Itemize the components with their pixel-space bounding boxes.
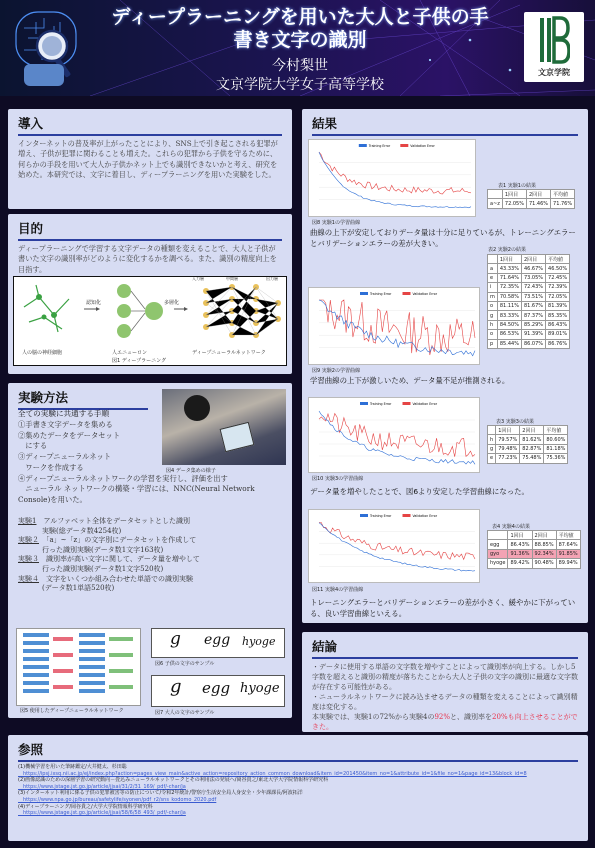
table-cell: 72.39%	[546, 283, 570, 292]
fig10-caption: 図10 実験3の学習曲線	[312, 476, 364, 482]
table-cell: h	[488, 320, 498, 329]
legend-label: Validation Error	[412, 292, 438, 296]
school-logo	[524, 12, 584, 82]
table-cell: 81.39%	[546, 301, 570, 310]
table-cell: h	[488, 435, 496, 444]
table-header-row	[488, 255, 570, 264]
table-cell: 90.48%	[532, 559, 556, 568]
table-cell: 72.35%	[497, 283, 521, 292]
poster-header	[0, 0, 595, 96]
table-cell: o	[488, 301, 498, 310]
neuron-diagram	[14, 277, 285, 349]
table-row	[488, 339, 570, 348]
fig10-learning-curve	[308, 397, 480, 473]
table-cell: 2回目	[521, 255, 545, 264]
fig9-learning-curve	[308, 287, 480, 365]
table-cell: 1回目	[497, 255, 521, 264]
learning-curve-line	[319, 523, 475, 571]
table-cell: 46.67%	[521, 264, 545, 273]
table-cell: 87.64%	[556, 540, 580, 549]
middle-layer-label: 中間層	[226, 276, 238, 281]
learning-curve-line	[319, 300, 475, 355]
table-cell: 85.29%	[521, 320, 545, 329]
multi-label: 多層化	[164, 300, 180, 306]
table-cell: 86.07%	[521, 339, 545, 348]
intro-heading: 導入	[8, 109, 292, 136]
neuron-label: 人の脳の神経細胞	[22, 350, 63, 356]
table2-caption: 表2 実験2の結果	[488, 247, 526, 253]
table-cell: 1回目	[496, 426, 520, 435]
purpose-text: ディープラーニングで学習する文字データの種類を変えることで、大人と子供が書いた文字の識別率がどのように変化するかを調べる。また、識別の精度向上を目指す。	[18, 244, 277, 274]
intro-panel	[8, 109, 292, 209]
method-subheading: 全ての実験に共通する手順	[18, 409, 110, 418]
table-row	[488, 273, 570, 282]
table-cell: e	[488, 273, 498, 282]
table-cell: 91.36%	[508, 549, 532, 558]
reference-item: (4)ディープラーニング/岡谷貴之/大学大学院情報科学研究科	[18, 803, 153, 810]
references-heading: 参照	[8, 735, 588, 762]
table-cell: 1回目	[502, 190, 526, 199]
result2-text: 学習曲線の上下が激しいため、データ量不足が推測される。	[310, 376, 510, 385]
table-cell: 91.39%	[521, 330, 545, 339]
table-row	[488, 199, 575, 208]
method-heading: 実験方法	[8, 383, 158, 410]
method-steps: ①手書き文字データを集める ②集めたデータをデータセット にする ③ディープニューラルネット ワークを作成する ④ディープニューラルネットワークの学習を実行し、評価を出す ニューラル ネットワークの構築・学習には、NNC(Neural Network Console)を用いた。	[18, 420, 255, 504]
child-sample-egg: egg	[204, 632, 231, 648]
references-panel	[8, 735, 588, 841]
results-panel	[302, 109, 588, 623]
fig8-learning-curve	[308, 139, 476, 217]
fig8-caption: 図8 実験1の学習曲線	[312, 220, 360, 226]
artificial-neuron-label: 人エニューロン	[112, 350, 148, 356]
legend-label: Validation Error	[410, 144, 435, 148]
intro-text: インターネットの普及率が上がったことにより、SNS上で引き起こされる犯罪が増え、子供が犯罪に関わることも増えた。これらの犯罪から子供を守るために、何らかの手段を用いて大人か子供かネット上でも識別できないかと考え、研究を始めた。本研究では、文字に着目し、ディープラーニングを用いた実験をした。	[18, 139, 278, 180]
legend-label: Training Error	[370, 514, 392, 518]
table-cell: 81.18%	[544, 444, 568, 453]
output-layer-label: 出力層	[266, 276, 278, 281]
fig5-caption: 図5 使用したディープニューラルネットワーク	[20, 708, 124, 714]
adult-sample-hyoge: hyoge	[240, 681, 280, 696]
legend-label: Training Error	[370, 402, 392, 406]
data-collection-photo	[162, 389, 286, 465]
table-row	[488, 444, 568, 453]
table-cell: 89.01%	[546, 330, 570, 339]
table-row	[488, 320, 570, 329]
table-cell: 43.33%	[497, 264, 521, 273]
learning-curve-line	[319, 411, 475, 464]
table-cell: 75.48%	[520, 454, 544, 463]
school-name: 文京学院大学女子高等学校	[216, 77, 384, 93]
logo-text: 文京学院	[538, 68, 570, 77]
conclusion-heading: 結論	[302, 632, 588, 659]
reference-item[interactable]: https://www.jstage.jst.go.jp/article/jjsai/31/2/31_169/_pdf/-char/ja	[18, 783, 186, 790]
child-sample-hyoge: hyoge	[242, 635, 276, 648]
table-cell: 平均値	[544, 426, 568, 435]
reference-item: (2)画像認識のための深層学習の研究動向－畳込みニューラルネットワークとその利用法の発展へ/岡谷貴之/東北大学大学院情報科学研究科	[18, 777, 329, 784]
table-cell: g	[488, 311, 498, 320]
table-cell: 73.51%	[521, 292, 545, 301]
table-cell: 86.53%	[497, 330, 521, 339]
table-row	[488, 311, 570, 320]
table2	[487, 254, 570, 349]
table-row	[488, 292, 570, 301]
table-header-row	[488, 426, 568, 435]
table-cell: 75.36%	[544, 454, 568, 463]
table-row	[488, 559, 581, 568]
table-cell: 85.35%	[546, 311, 570, 320]
reference-item[interactable]: https://www.npa.go.jp/bureau/safetylife/syonen/pdf_r2/sns_kodomo_2020.pdf	[18, 796, 217, 803]
table-cell: p	[488, 339, 498, 348]
table-cell: m	[488, 292, 498, 301]
table-cell: 79.48%	[496, 444, 520, 453]
table-cell: 平均値	[556, 531, 580, 540]
brain-robot-icon	[14, 8, 84, 88]
result3-text: データ量を増やしたことで、図6より安定した学習曲線になった。	[310, 487, 529, 496]
input-layer-label: 入力層	[192, 276, 204, 281]
table-cell: 2回目	[532, 531, 556, 540]
adult-sample-g: g	[170, 676, 182, 697]
table-cell: 77.23%	[496, 454, 520, 463]
nnc-network-figure	[16, 628, 141, 706]
conclusion-text: ・データに使用する単語の文字数を増やすことによって識別率が向上する。しかし5字数を超えると識別の精度が落ちたことから大人と子供の文字の識別に最適な文字数が存在する可能性がある。 ・ニューラルネットワークに読み込ませるデータの種類を変えることによって識別精度は変化する。 本実験では、実験1の72%から実験4の92%と、識別率を20%も向上させることができた。	[312, 663, 578, 731]
table-cell: 72.43%	[521, 283, 545, 292]
table-cell: egg	[488, 540, 508, 549]
fig11-learning-curve	[308, 509, 480, 583]
table-cell	[488, 190, 503, 199]
table-cell: 86.43%	[546, 320, 570, 329]
table-row	[488, 540, 581, 549]
table-row	[488, 264, 570, 273]
table-cell: 72.05%	[546, 292, 570, 301]
table-cell: 70.58%	[497, 292, 521, 301]
purpose-heading: 目的	[8, 214, 292, 241]
dnn-label: ディープニューラルネットワーク	[192, 350, 266, 356]
learning-curve-line	[319, 152, 471, 194]
result1-text: 曲線の上下が安定しておりデータ量は十分に足りているが、トレーニングエラーとバリデーションエラーの差が大きい。	[310, 228, 576, 248]
method-panel	[8, 383, 292, 718]
school-emblem-icon	[538, 16, 570, 66]
table-cell	[488, 426, 496, 435]
network-blocks-diagram	[17, 629, 140, 705]
table4	[487, 530, 581, 569]
table-cell: a	[488, 264, 498, 273]
table-cell: 71.64%	[497, 273, 521, 282]
table-cell: o	[488, 330, 498, 339]
table-row	[488, 301, 570, 310]
legend-label: Training Error	[370, 292, 392, 296]
experiment-list: 実験1 アルファベット全体をデータセットとした識別 実験(総データ数4254枚) 実験２ 「a」~「z」の文字別にデータセットを作成して 行った識別実験(データ数1文字163枚) 実験３ 識別率が高い文字に関して、データ量を増やして 行った識別実験(データ数1文字520枚) 実験４ 文字をいくつか組み合わせた単語での識別実験 (データ数1単語520枚)	[18, 517, 200, 593]
table-cell: 86.43%	[508, 540, 532, 549]
fig1-caption: 図1 ディープラーニング	[112, 358, 167, 364]
reference-item[interactable]: https://ipsj.ixsq.nii.ac.jp/ej/index.php?action=pages_view_main&active_action=repository_action_common_download&item_id=201450&item_no=1&attribute_id=1&file_no=1&page_id=13&block_id=8	[18, 770, 527, 777]
table-cell	[488, 255, 498, 264]
table-row	[488, 549, 581, 558]
purpose-panel	[8, 214, 292, 374]
table-cell: a~z	[488, 199, 503, 208]
table-cell: 89.94%	[556, 559, 580, 568]
deep-learning-figure	[13, 276, 287, 366]
table-cell	[488, 531, 508, 540]
table-cell: hyoge	[488, 559, 508, 568]
legend-label: Validation Error	[412, 514, 438, 518]
table-cell: 89.42%	[508, 559, 532, 568]
table-cell: 91.85%	[556, 549, 580, 558]
table-header-row	[488, 531, 581, 540]
table-row	[488, 330, 570, 339]
legend-label: Training Error	[368, 144, 391, 148]
table-cell: 79.57%	[496, 435, 520, 444]
table-row	[488, 435, 568, 444]
fig11-caption: 図11 実験4の学習曲線	[312, 587, 364, 593]
table-cell: 71.46%	[526, 199, 550, 208]
table-cell: 71.76%	[551, 199, 575, 208]
child-sample-box	[151, 628, 285, 658]
table-cell: 81.62%	[520, 435, 544, 444]
fig9-caption: 図9 実験2の学習曲線	[312, 368, 360, 374]
table-cell: 84.50%	[497, 320, 521, 329]
table-cell: 1回目	[508, 531, 532, 540]
table-cell: gyo	[488, 549, 508, 558]
table-cell: 92.34%	[532, 549, 556, 558]
table-cell: 86.76%	[546, 339, 570, 348]
table-row	[488, 454, 568, 463]
table-header-row	[488, 190, 575, 199]
table-cell: i	[488, 283, 498, 292]
table1-caption: 表1 実験1の結果	[498, 183, 536, 189]
table-cell: 81.67%	[521, 301, 545, 310]
table-cell: 72.05%	[502, 199, 526, 208]
result4-text: トレーニングエラーとバリデーションエラーの差が小さく、緩やかに下がっている、良い学習曲線といえる。	[310, 598, 576, 618]
table-cell: 2回目	[526, 190, 550, 199]
table4-caption: 表4 実験4の結果	[492, 524, 530, 530]
table-cell: g	[488, 444, 496, 453]
fig7-caption: 図7 大人の文字のサンプル	[155, 710, 215, 716]
legend-label: Validation Error	[412, 402, 438, 406]
reference-item[interactable]: https://www.jstage.jst.go.jp/article/jjsai/58/6/58_493/_pdf/-char/ja	[18, 810, 186, 817]
table-cell: 85.44%	[497, 339, 521, 348]
table-cell: 80.60%	[544, 435, 568, 444]
table-cell: e	[488, 454, 496, 463]
results-heading: 結果	[302, 109, 588, 136]
fig4-caption: 図4 データ集めの様子	[166, 468, 216, 474]
reference-item: (3)インターネット利用に係る子供の犯罪被害等の防止について/令和2年統計/警察庁生活安全局人身安全・少年課課長/阿波拓洋	[18, 790, 303, 797]
table-cell: 平均値	[546, 255, 570, 264]
reference-item: (1)機械学習を用いた筆跡鑑定/大井健太、杉田聡	[18, 764, 127, 770]
child-sample-g: g	[170, 629, 181, 649]
table-cell: 平均値	[551, 190, 575, 199]
table-cell: 2回目	[520, 426, 544, 435]
adult-sample-box	[151, 675, 285, 707]
adult-sample-egg: egg	[202, 679, 231, 697]
table1	[487, 189, 575, 209]
poster-title: ディープラーニングを用いた大人と子供の手 書き文字の識別	[111, 6, 489, 51]
fig6-caption: 図6 子供の文字のサンプル	[155, 661, 215, 667]
author-name: 今村梨世	[272, 58, 328, 74]
table-cell: 81.11%	[497, 301, 521, 310]
table-cell: 72.45%	[546, 273, 570, 282]
table-cell: 87.37%	[521, 311, 545, 320]
model-label: 認知化	[86, 300, 102, 306]
table-cell: 88.85%	[532, 540, 556, 549]
conclusion-panel	[302, 632, 588, 732]
table-row	[488, 283, 570, 292]
table3	[487, 425, 568, 464]
table-cell: 83.33%	[497, 311, 521, 320]
table-cell: 73.05%	[521, 273, 545, 282]
references-list	[8, 762, 588, 817]
table3-caption: 表3 実験3の結果	[496, 419, 534, 425]
table-cell: 46.50%	[546, 264, 570, 273]
table-cell: 82.87%	[520, 444, 544, 453]
